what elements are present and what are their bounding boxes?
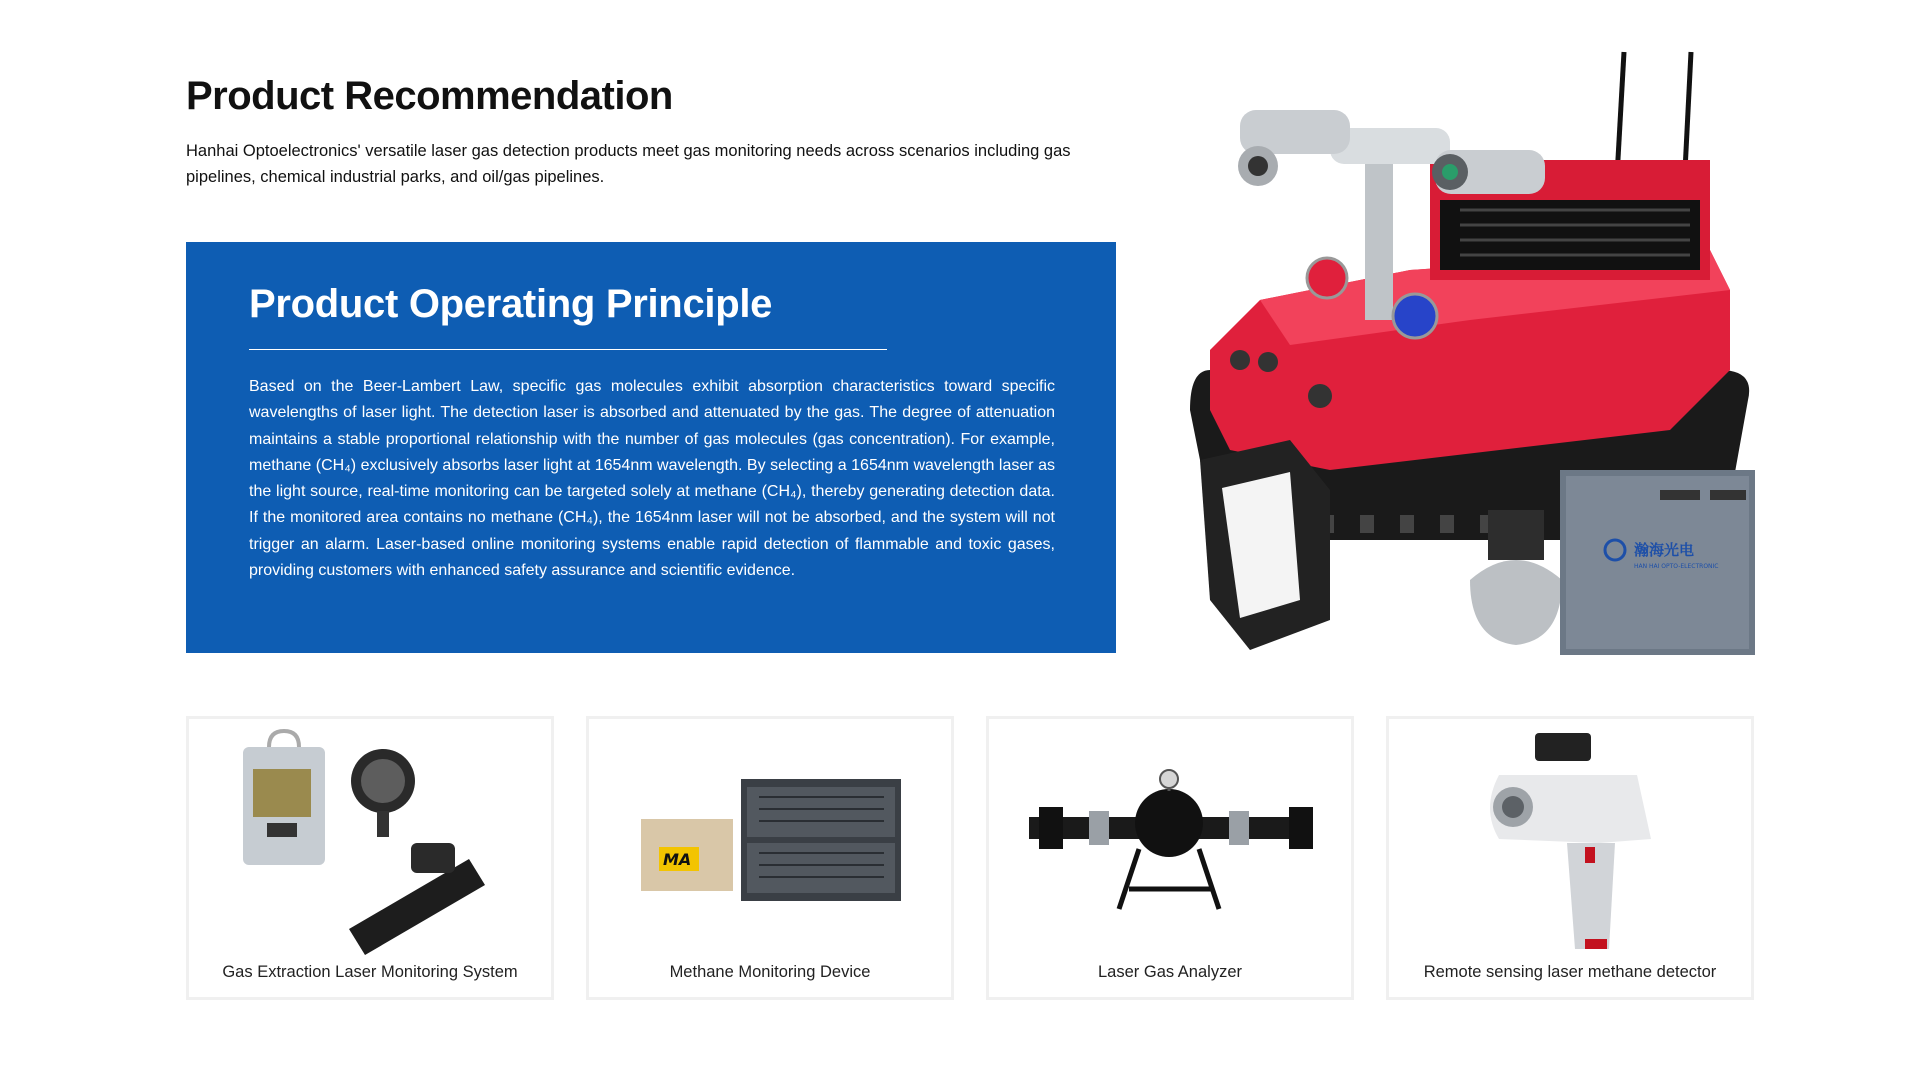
gas-extraction-system-image [189, 719, 551, 959]
page-title: Product Recommendation [186, 74, 673, 118]
intro-text: Hanhai Optoelectronics' versatile laser gas detection products meet gas monitoring needs across scenarios including gas pipelines, chemical industrial parks, and oil/gas pipelines. [186, 142, 1071, 186]
product-name[interactable]: Laser Gas Analyzer [1098, 963, 1242, 981]
product-name[interactable]: Methane Monitoring Device [669, 963, 871, 981]
principle-text: Based on the Beer-Lambert Law, specific gas molecules exhibit absorption characteristics toward specific wavelengths of laser light. The detection laser is absorbed and attenuated by the gas. The degree of attenuation maintains a stable proportional relationship with the number of gas molecules (gas concentration). For example, methane (CH₄) exclusively absorbs laser light at 1654nm wavelength. By selecting a 1654nm wavelength laser as the light source, real-time monitoring can be targeted solely at methane (CH₄), thereby generating detection data. If the monitored area contains no methane (CH₄), the 1654nm laser will not be absorbed, and the system will not trigger an alarm. Laser-based online monitoring systems enable rapid detection of flammable and toxic gases, providing customers with enhanced safety assurance and scientific evidence. [249, 378, 1055, 580]
ma-badge: MA [663, 850, 692, 869]
principle-panel [186, 242, 1116, 653]
product-card-laser-analyzer[interactable] [986, 716, 1354, 1000]
principle-title: Product Operating Principle [249, 282, 773, 326]
product-card-remote-sensing[interactable] [1386, 716, 1754, 1000]
remote-sensing-detector-image [1389, 719, 1751, 959]
principle-divider [249, 349, 887, 350]
product-name[interactable]: Remote sensing laser methane detector [1423, 963, 1717, 981]
hero-robot-image [1170, 40, 1770, 660]
product-grid [186, 716, 1756, 1000]
cabinet-brand-subtitle: HAN HAI OPTO-ELECTRONIC [1634, 563, 1719, 570]
product-name[interactable]: Gas Extraction Laser Monitoring System [222, 963, 518, 981]
product-card-gas-extraction[interactable] [186, 716, 554, 1000]
cabinet-brand-logo: 瀚海光电 [1634, 541, 1695, 559]
methane-monitoring-device-image [589, 719, 951, 959]
laser-gas-analyzer-image [989, 719, 1351, 959]
product-card-methane[interactable] [586, 716, 954, 1000]
